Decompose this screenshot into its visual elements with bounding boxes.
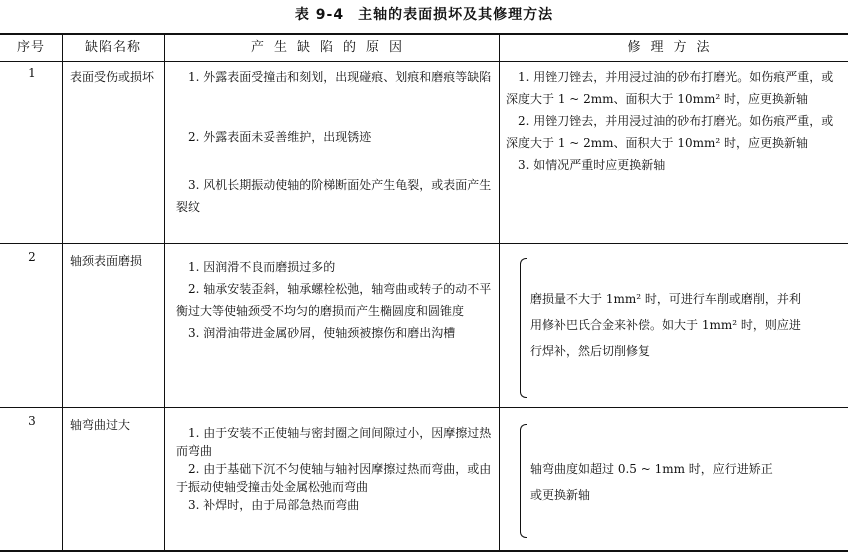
row-3-cause-2: 2. 由于基础下沉不匀使轴与轴衬因摩擦过热而弯曲，或由于振动使轴受撞击处金属松弛而弯曲 — [176, 462, 492, 494]
row-3-cause-3: 3. 补焊时，由于局部急热而弯曲 — [188, 498, 360, 512]
row-divider-1 — [0, 243, 848, 244]
header-no: 序号 — [16, 40, 45, 55]
row-1-causes — [176, 66, 492, 218]
table-number: 表 9-4 — [294, 7, 345, 23]
row-3-no: 3 — [28, 414, 36, 428]
table-caption: 主轴的表面损坏及其修理方法 — [358, 7, 554, 23]
column-divider-3 — [499, 34, 500, 551]
row-2-causes — [176, 256, 492, 344]
row-1-repair-1: 1. 用锉刀锉去，并用浸过油的砂布打磨光。如伤痕严重，或深度大于 1 ~ 2mm、面积大于 10mm² 时，应更换新轴 — [506, 70, 834, 106]
column-divider-2 — [164, 34, 165, 551]
bottom-rule — [0, 550, 848, 552]
row-2-cause-3: 3. 润滑油带进金属砂屑，使轴颈被擦伤和磨出沟槽 — [188, 326, 456, 340]
row-1-cause-1: 1. 外露表面受撞击和刻划，出现碰痕、划痕和磨痕等缺陷 — [188, 70, 492, 84]
row-3-cause-1: 1. 由于安装不正使轴与密封圈之间间隙过小，因摩擦过热而弯曲 — [176, 426, 492, 458]
row-1-name: 表面受伤或损坏 — [70, 70, 155, 84]
row-2-no: 2 — [28, 250, 36, 264]
row-2-name: 轴颈表面磨损 — [70, 254, 143, 268]
row-divider-2 — [0, 407, 848, 408]
row-1-cause-2: 2. 外露表面未妥善维护，出现锈迹 — [188, 130, 372, 144]
row-3-repair: 轴弯曲度如超过 0.5 ~ 1mm 时，应行进矫正或更换新轴 — [530, 462, 773, 502]
column-divider-1 — [62, 34, 63, 551]
row-2-brace — [520, 258, 527, 398]
row-3-brace — [520, 424, 527, 538]
row-2-cause-1: 1. 因润滑不良而磨损过多的 — [188, 260, 336, 274]
row-2-cause-2: 2. 轴承安装歪斜，轴承螺栓松弛，轴弯曲或转子的动不平衡过大等使轴颈受不均匀的磨损而产生椭圆度和圆锥度 — [176, 282, 492, 318]
table-title — [0, 4, 848, 24]
header-cause: 产生缺陷的原因 — [250, 40, 412, 55]
top-rule — [0, 33, 848, 35]
row-1-repair-3: 3. 如情况严重时应更换新轴 — [518, 158, 666, 172]
row-3-name: 轴弯曲过大 — [70, 418, 131, 432]
row-1-repairs — [506, 66, 840, 176]
row-1-cause-3: 3. 风机长期振动使轴的阶梯断面处产生龟裂，或表面产生裂纹 — [176, 178, 492, 214]
row-2-repair: 磨损量不大于 1mm² 时，可进行车削或磨削，并利用修补巴氏合金来补偿。如大于 1mm² 时，则应进行焊补，然后切削修复 — [530, 292, 801, 358]
header-repair: 修理方法 — [627, 40, 720, 55]
row-1-no: 1 — [28, 66, 36, 80]
row-3-causes — [176, 424, 492, 514]
header-name: 缺陷名称 — [84, 40, 141, 55]
row-1-repair-2: 2. 用锉刀锉去，并用浸过油的砂布打磨光。如伤痕严重，或深度大于 1 ~ 2mm、面积大于 10mm² 时，应更换新轴 — [506, 114, 834, 150]
header-rule — [0, 61, 848, 62]
